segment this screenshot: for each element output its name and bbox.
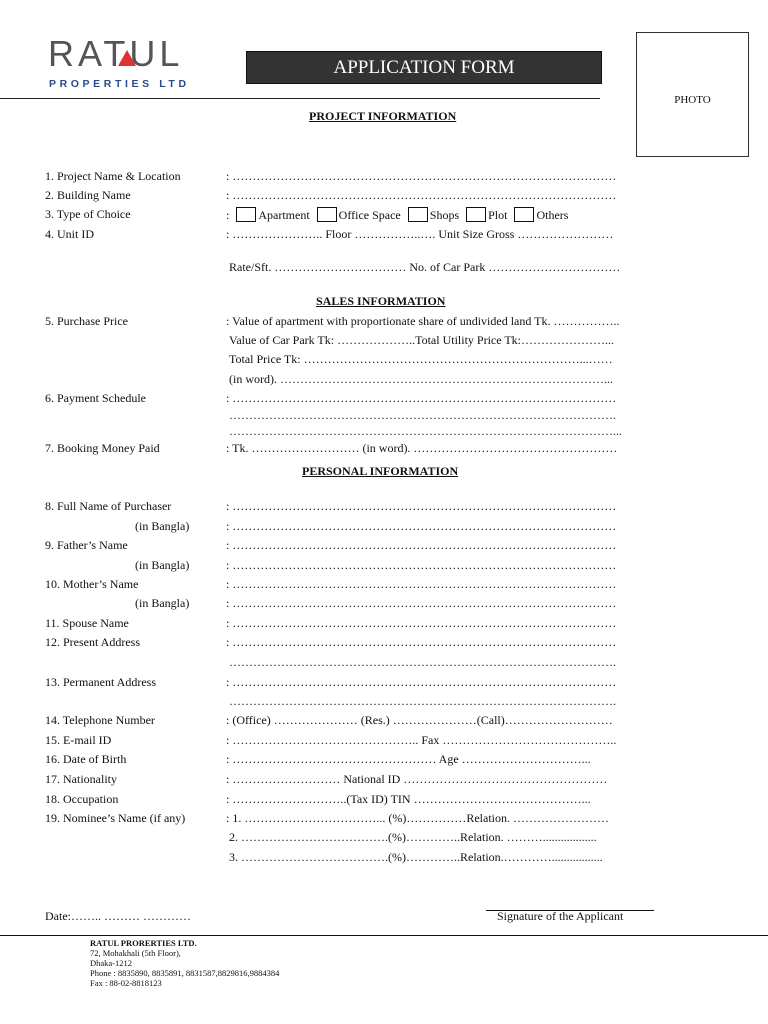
unit-id-field[interactable]: : ………………….. Floor ……………..…. Unit Size Gross …………………… [226,227,614,241]
full-name-field[interactable]: : …………………………………………………………………………………… [226,499,617,513]
nominee-field-3[interactable]: 3. ……………………………….(%)…………..Relation.…………................. [229,850,603,864]
footer-address [90,938,279,988]
mothers-name-label: 10. Mother’s Name [45,577,139,591]
payment-schedule-field-2[interactable]: ……………………………………………………………………………………. [229,408,616,422]
present-address-field-1[interactable]: : …………………………………………………………………………………… [226,635,617,649]
section-personal-heading: PERSONAL INFORMATION [302,464,459,478]
fathers-name-label: 9. Father’s Name [45,538,128,552]
type-colon: : [226,208,230,222]
footer-address-line-1: 72, Mohakhali (5th Floor), [90,948,181,958]
project-name-label: 1. Project Name & Location [45,169,181,183]
unit-id-label: 4. Unit ID [45,227,94,241]
present-address-field-2[interactable]: ……………………………………………………………………………………. [229,655,616,669]
total-price-in-word-field[interactable]: (in word). ………………………………………………………………………... [229,372,613,386]
nominee-field-2[interactable]: 2. ……………………………….(%)…………..Relation. ……….................. [229,830,597,844]
mothers-name-field[interactable]: : …………………………………………………………………………………… [226,577,617,591]
type-of-choice-label: 3. Type of Choice [45,207,131,221]
others-checkbox[interactable] [514,207,534,222]
footer-address-line-2: Dhaka-1212 [90,958,133,968]
present-address-label: 12. Present Address [45,635,140,649]
plot-checkbox[interactable] [466,207,486,222]
footer-phone: Phone : 8835890, 8835891, 8831587,8829816,9884384 [90,968,280,978]
nationality-national-id-field[interactable]: : ……………………… National ID …………………………………………… [226,772,608,786]
mothers-name-bangla-field[interactable]: : …………………………………………………………………………………… [226,596,617,610]
permanent-address-field-1[interactable]: : …………………………………………………………………………………… [226,675,617,689]
footer-divider [0,935,768,936]
shops-checkbox[interactable] [408,207,428,222]
rate-car-park-field[interactable]: Rate/Sft. …………………………… No. of Car Park …………………………… [229,260,621,274]
footer-company-name: RATUL PRORERTIES LTD. [90,938,197,948]
telephone-field[interactable]: : (Office) ………………… (Res.) …………………(Call)……………………… [226,713,613,727]
section-sales-heading: SALES INFORMATION [316,294,446,308]
email-label: 15. E-mail ID [45,733,112,747]
type-of-choice-options [226,207,568,223]
booking-money-field[interactable]: : Tk. ……………………… (in word). …………………………………………… [226,441,618,455]
form-title: APPLICATION FORM [246,51,602,84]
booking-money-label: 7. Booking Money Paid [45,441,160,455]
fathers-name-bangla-label: (in Bangla) [135,558,190,572]
occupation-label: 18. Occupation [45,792,119,806]
date-field[interactable]: Date:…….. ……… ………… [45,909,191,923]
payment-schedule-field-1[interactable]: : …………………………………………………………………………………… [226,391,617,405]
full-name-bangla-label: (in Bangla) [135,519,190,533]
photo-box[interactable] [636,32,749,157]
spouse-name-field[interactable]: : …………………………………………………………………………………… [226,616,617,630]
section-project-heading: PROJECT INFORMATION [309,109,457,123]
date-of-birth-label: 16. Date of Birth [45,752,127,766]
apartment-checkbox[interactable] [236,207,256,222]
logo-triangle-icon [118,50,136,66]
fathers-name-field[interactable]: : …………………………………………………………………………………… [226,538,617,552]
apartment-option-label: Apartment [258,208,310,222]
fathers-name-bangla-field[interactable]: : …………………………………………………………………………………… [226,558,617,572]
full-name-bangla-field[interactable]: : …………………………………………………………………………………… [226,519,617,533]
occupation-tin-field[interactable]: : ………………………..(Tax ID) TIN ……………………………………... [226,792,591,806]
payment-schedule-label: 6. Payment Schedule [45,391,146,405]
car-park-utility-field[interactable]: Value of Car Park Tk: ………………..Total Utility Price Tk:…………………... [229,333,615,347]
office-space-option-label: Office Space [338,208,401,222]
office-space-checkbox[interactable] [317,207,337,222]
header-divider [0,98,600,99]
email-fax-field[interactable]: : ……………………………………….. Fax …………………………………….. [226,733,617,747]
logo-wordmark: RATUL [48,33,184,74]
apartment-value-field[interactable]: : Value of apartment with proportionate share of undivided land Tk. …………….. [226,314,620,328]
logo-subtitle: PROPERTIES LTD [49,78,190,90]
building-name-label: 2. Building Name [45,188,131,202]
purchase-price-label: 5. Purchase Price [45,314,128,328]
permanent-address-label: 13. Permanent Address [45,675,156,689]
nominee-field-1[interactable]: : 1. ……………………………... (%)……………Relation. …………………… [226,811,609,825]
mothers-name-bangla-label: (in Bangla) [135,596,190,610]
building-name-field[interactable]: : …………………………………………………………………………………… [226,188,617,202]
nationality-label: 17. Nationality [45,772,117,786]
others-option-label: Others [536,208,569,222]
footer-fax: Fax : 88-02-8818123 [90,978,162,988]
plot-option-label: Plot [488,208,508,222]
telephone-label: 14. Telephone Number [45,713,155,727]
project-name-field[interactable]: : …………………………………………………………………………………… [226,169,617,183]
full-name-label: 8. Full Name of Purchaser [45,499,172,513]
signature-label: Signature of the Applicant [497,909,624,923]
shops-option-label: Shops [429,208,460,222]
total-price-field[interactable]: Total Price Tk: ……………………………………………………………...…… [229,352,613,366]
photo-label: PHOTO [674,94,711,106]
payment-schedule-field-3[interactable]: ……………………………………………………………………………………... [229,424,622,438]
nominee-label: 19. Nominee’s Name (if any) [45,811,186,825]
spouse-name-label: 11. Spouse Name [45,616,129,630]
permanent-address-field-2[interactable]: ……………………………………………………………………………………. [229,694,616,708]
date-of-birth-age-field[interactable]: : …………………………………………… Age …………………………... [226,752,591,766]
